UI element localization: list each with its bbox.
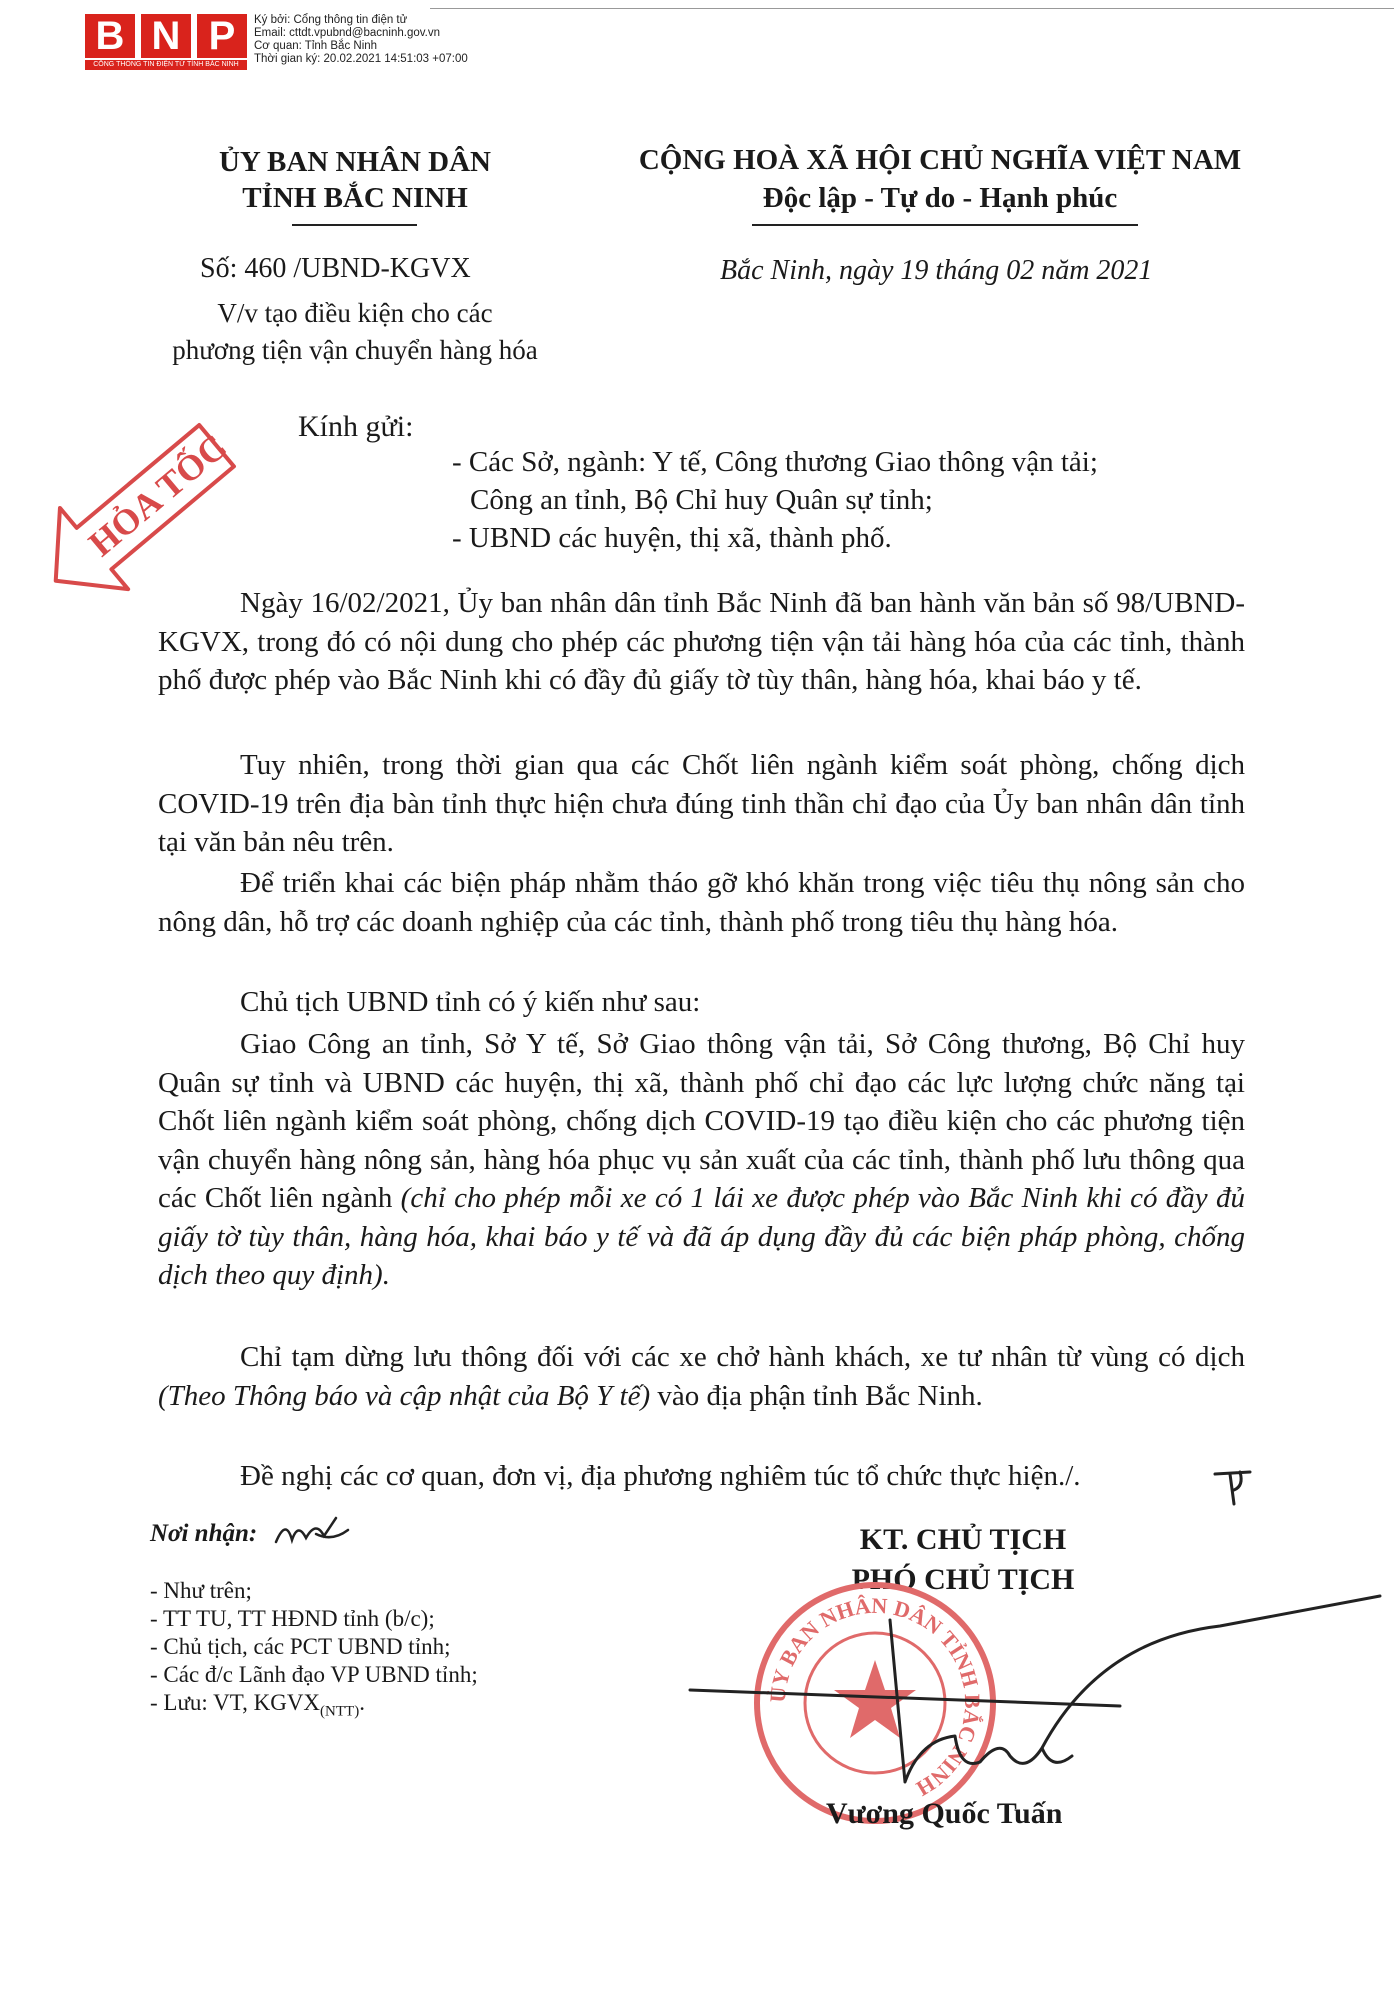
seal-ring-text: ỦY BAN NHÂN DÂN TỈNH BẮC NINH <box>764 1592 986 1802</box>
sig-line-signer: Ký bởi: Cổng thông tin điện tử <box>254 14 408 26</box>
initial-mark-icon <box>1210 1462 1260 1512</box>
receiver-item-5 <box>150 1690 365 1721</box>
agency-underline <box>292 224 417 226</box>
sig-line-time: Thời gian ký: 20.02.2021 14:51:03 +07:00 <box>254 53 468 65</box>
receiver-storage-suffix: (NTT) <box>320 1703 360 1720</box>
receiver-item-3: - Chủ tịch, các PCT UBND tỉnh; <box>150 1634 451 1659</box>
body-paragraph-1: Ngày 16/02/2021, Ủy ban nhân dân tỉnh Bắc Ninh đã ban hành văn bản số 98/UBND-KGVX, trong đó có nội dung cho phép các phương tiện vận tải hàng hóa của các tỉnh, thành phố được phép vào Bắc Ninh khi có đầy đủ giấy tờ tùy thân, hàng hóa, khai báo y tế. <box>158 587 1245 696</box>
body-paragraph-3: Để triển khai các biện pháp nhằm tháo gỡ khó khăn trong việc tiêu thụ nông sản cho nông dân, hỗ trợ các doanh nghiệp của các tỉnh, thành phố trong tiêu thụ hàng hóa. <box>158 867 1245 938</box>
signer-name: Vương Quốc Tuấn <box>826 1797 1063 1830</box>
body-paragraph-5 <box>158 1025 1245 1295</box>
addressee-line2: Công an tỉnh, Bộ Chỉ huy Quân sự tỉnh; <box>470 484 933 516</box>
sig-line-email: Email: cttdt.vpubnd@bacninh.gov.vn <box>254 27 440 39</box>
addressee-line3: - UBND các huyện, thị xã, thành phố. <box>452 522 892 554</box>
receiver-storage-end: . <box>359 1690 365 1715</box>
digital-signature-info <box>254 14 468 66</box>
urgent-stamp-text: HỎA TỐC <box>81 426 235 565</box>
paragraph-5-main: Giao Công an tỉnh, Sở Y tế, Sở Giao thông vận tải, Sở Công thương, Bộ Chỉ huy Quân sự tỉnh và UBND các huyện, thị xã, thành phố chỉ đạo các lực lượng chức năng tại Chốt liên ngành kiểm soát phòng, chống dịch COVID-19 tạo điều kiện cho các phương tiện vận chuyển hàng nông sản, hàng hóa phục vụ sản xuất của các tỉnh, thành phố lưu thông qua các Chốt liên ngành <box>158 1028 1245 1214</box>
body-paragraph-2: Tuy nhiên, trong thời gian qua các Chốt liên ngành kiểm soát phòng, chống dịch COVID-19 trên địa bàn tỉnh thực hiện chưa đúng tinh thần chỉ đạo của Ủy ban nhân dân tỉnh tại văn bản nêu trên. <box>158 749 1245 858</box>
motto-underline <box>752 224 1138 226</box>
receiver-item-4: - Các đ/c Lãnh đạo VP UBND tỉnh; <box>150 1662 478 1687</box>
receiver-item-2: - TT TU, TT HĐND tỉnh (b/c); <box>150 1606 435 1631</box>
top-border-line <box>430 8 1394 9</box>
signature-title-1: KT. CHỦ TỊCH <box>859 1523 1067 1556</box>
paragraph-6-part-a: Chỉ tạm dừng lưu thông đối với các xe chở hành khách, xe tư nhân từ vùng có dịch <box>240 1341 1245 1373</box>
agency-name-line1: ỦY BAN NHÂN DÂN <box>218 146 491 178</box>
body-paragraph-4: Chủ tịch UBND tỉnh có ý kiến như sau: <box>240 986 701 1018</box>
logo-letter-p: P <box>197 14 247 58</box>
nation-title: CỘNG HOÀ XÃ HỘI CHỦ NGHĨA VIỆT NAM <box>638 144 1242 176</box>
receivers-title: Nơi nhận: <box>150 1520 258 1547</box>
logo-letter-n: N <box>141 14 191 58</box>
body-paragraph-6 <box>158 1338 1245 1415</box>
document-date: Bắc Ninh, ngày 19 tháng 02 năm 2021 <box>720 255 1153 286</box>
body-paragraph-7: Đề nghị các cơ quan, đơn vị, địa phương nghiêm túc tổ chức thực hiện./. <box>240 1460 1081 1492</box>
subject-line1: V/v tạo điều kiện cho các <box>217 298 493 328</box>
paragraph-6-italic: (Theo Thông báo và cập nhật của Bộ Y tế) <box>158 1379 651 1412</box>
document-number: Số: 460 /UBND-KGVX <box>200 253 471 284</box>
nation-motto: Độc lập - Tự do - Hạnh phúc <box>762 182 1118 214</box>
addressee-line1: - Các Sở, ngành: Y tế, Công thương Giao thông vận tải; <box>452 446 1098 478</box>
paragraph-5-italic: (chỉ cho phép mỗi xe có 1 lái xe được phép vào Bắc Ninh khi có đầy đủ giấy tờ tùy thân, hàng hóa, khai báo y tế và đã áp dụng đầy đủ các biện pháp phòng, chống dịch theo quy định). <box>158 1182 1246 1291</box>
logo-subtitle: CỔNG THÔNG TIN ĐIỆN TỬ TỈNH BẮC NINH <box>85 60 247 70</box>
paragraph-6-part-b: vào địa phận tỉnh Bắc Ninh. <box>650 1379 983 1412</box>
greeting: Kính gửi: <box>298 410 414 443</box>
logo-letter-b: B <box>85 14 135 58</box>
bnp-logo <box>85 14 247 72</box>
agency-name-line2: TỈNH BẮC NINH <box>242 182 468 214</box>
sig-line-agency: Cơ quan: Tỉnh Bắc Ninh <box>254 40 378 52</box>
signature-title-2: PHÓ CHỦ TỊCH <box>851 1563 1075 1596</box>
receiver-storage: - Lưu: VT, KGVX <box>150 1690 321 1715</box>
receiver-item-1: - Như trên; <box>150 1578 252 1603</box>
subject-line2: phương tiện vận chuyển hàng hóa <box>172 335 538 365</box>
receivers-initial-icon <box>272 1512 352 1550</box>
